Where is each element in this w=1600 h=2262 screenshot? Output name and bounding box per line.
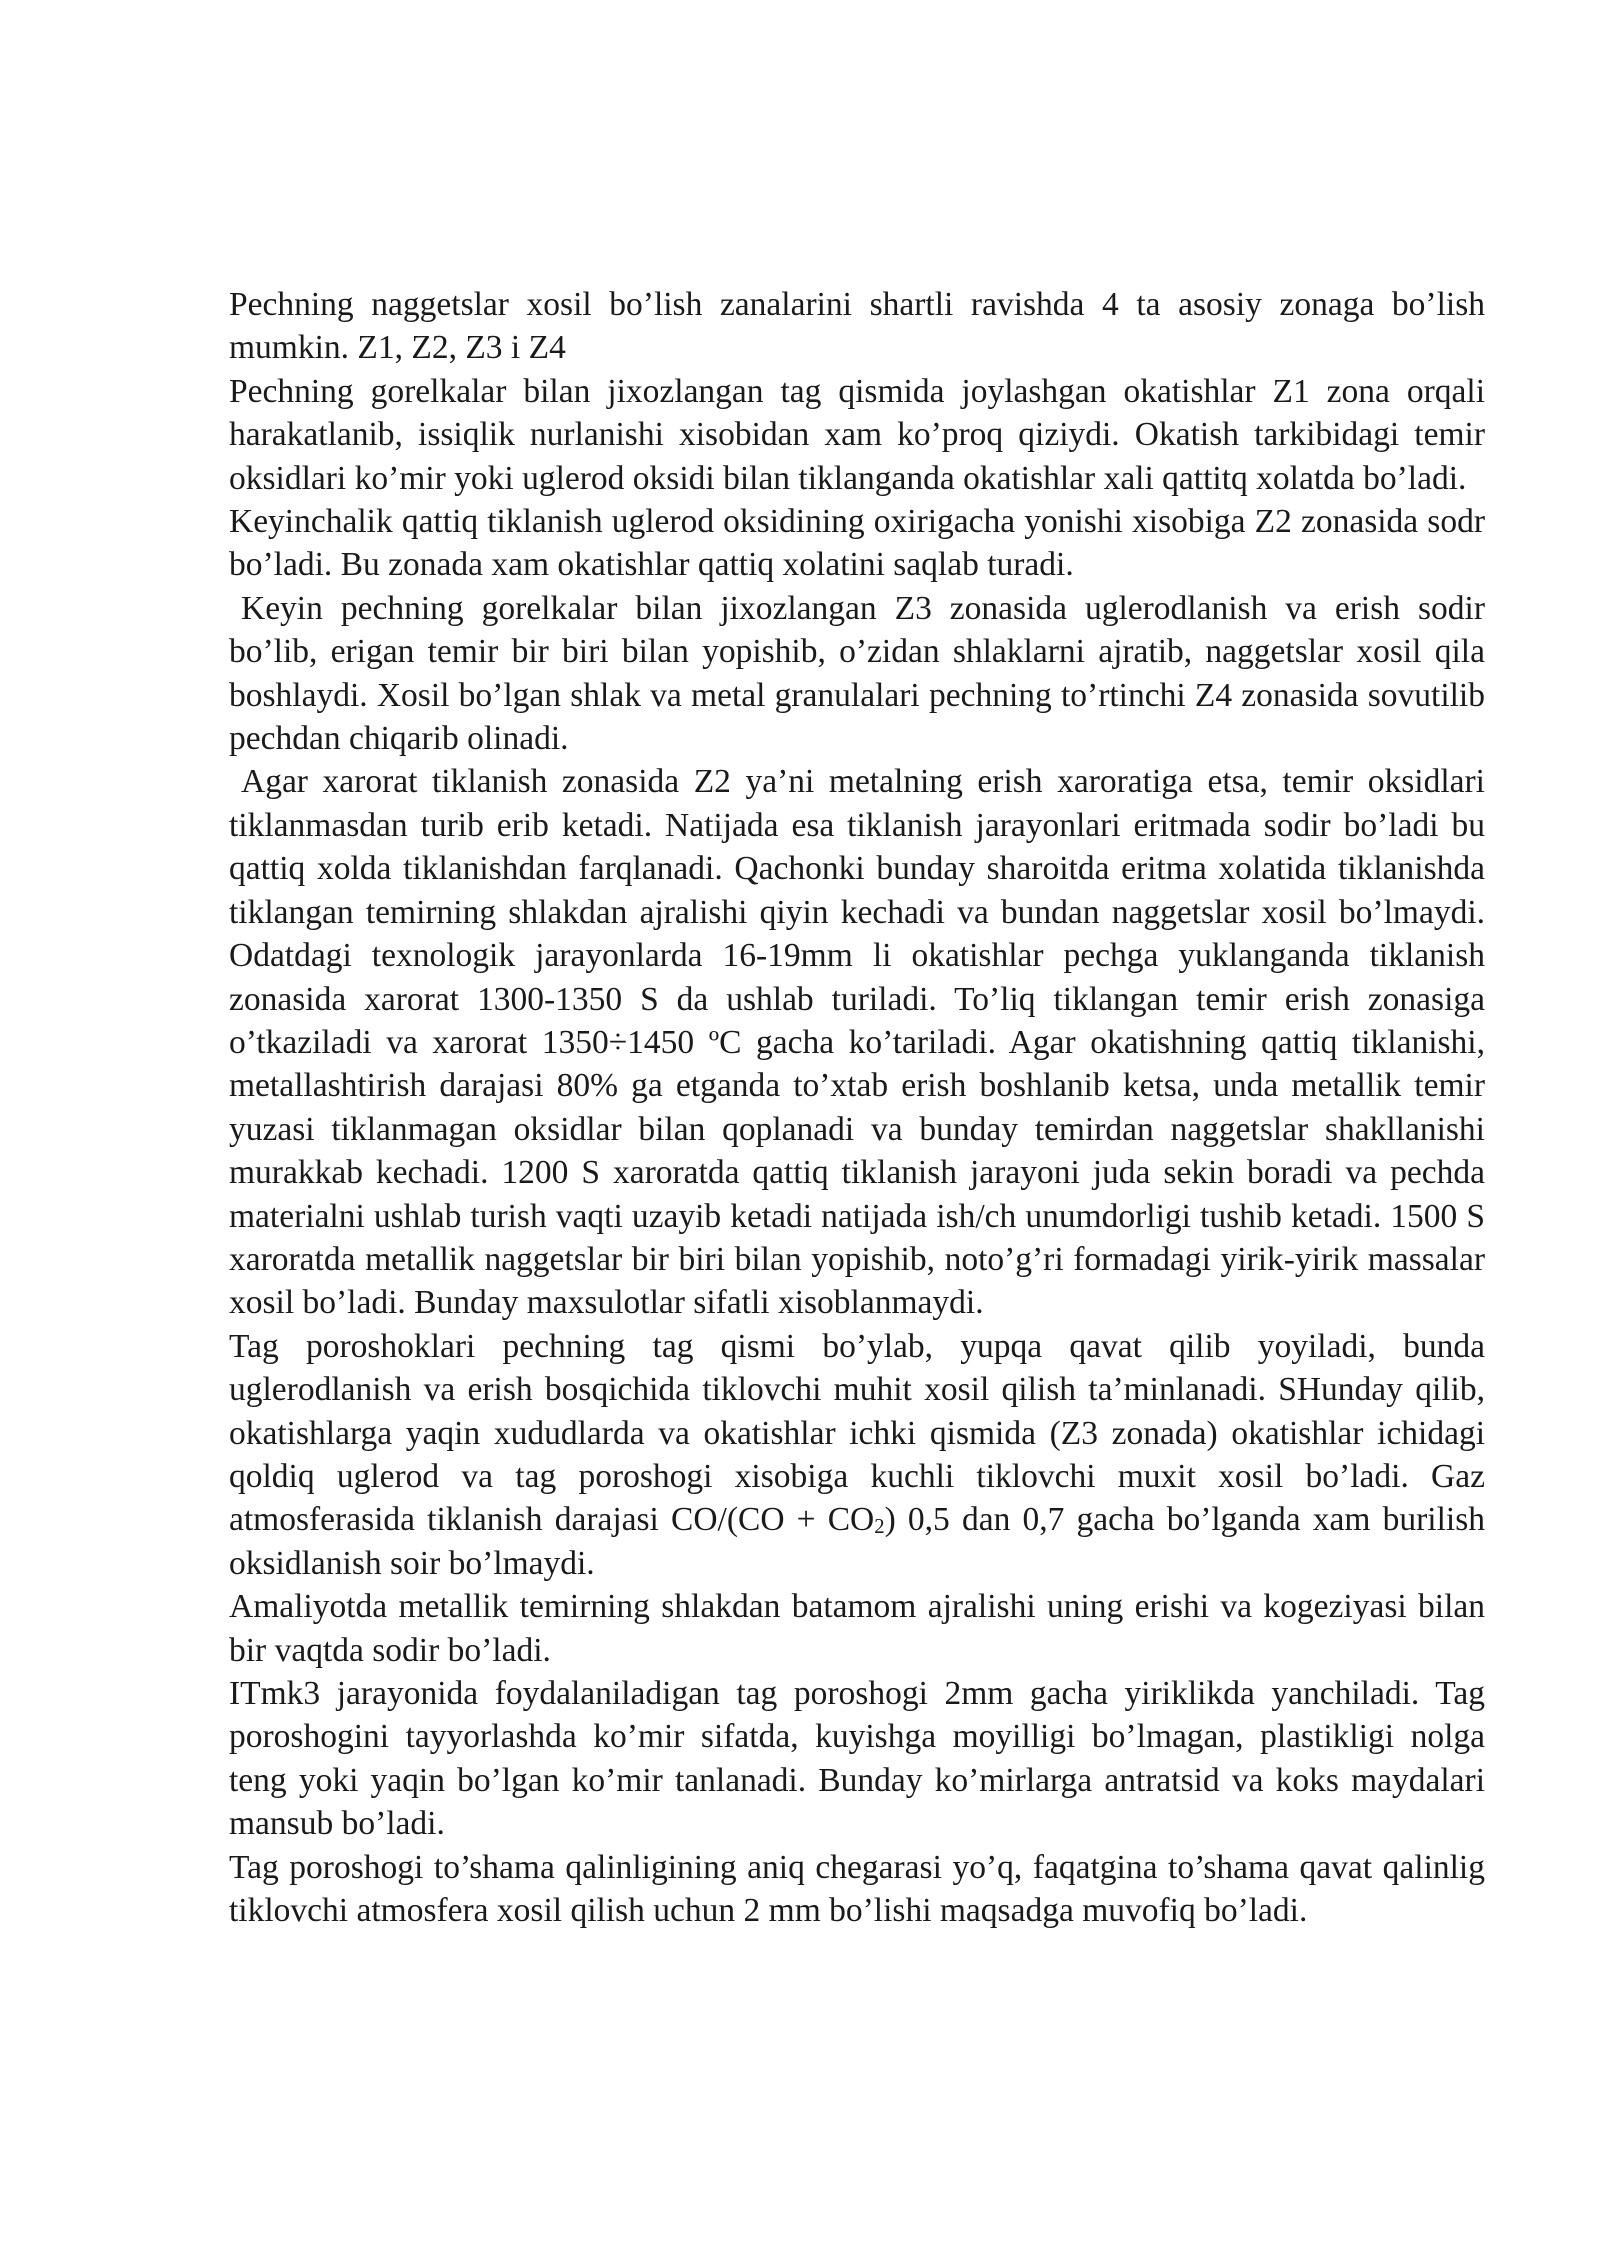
paragraph-zone-z1: Pechning gorelkalar bilan jixozlangan tag qismida joylashgan okatishlar Z1 zona orqali harakatlanib, issiqlik nurlanishi xisobidan xam ko’proq qiziydi. Okatish tarkibidagi temir oksidlari ko’mir yoki uglerod oksidi bilan tiklanganda okatishlar xali qattitq xolatda bo’ladi. <box>229 372 1485 497</box>
paragraph-temperature: Agar xarorat tiklanish zonasida Z2 ya’ni metalning erish xaroratiga etsa, temir oksidlari tiklanmasdan turib erib ketadi. Natijada esa tiklanish jarayonlari eritmada sodir bo’ladi bu qattiq xolda tiklanishdan farqlanadi. Qachonki bunday sharoitda eritma xolatida tiklanishda tiklangan temirning shlakdan ajralishi qiyin kechadi va bundan naggetslar xosil bo’lmaydi. Odatdagi texnologik jarayonlarda 16-19mm li okatishlar pechga yuklanganda tiklanish zonasida xarorat 1300-1350 S da ushlab turiladi. To’liq tiklangan temir erish zonasiga o’tkaziladi va xarorat 1350÷1450 ºC gacha ko’tariladi. Agar okatishning qattiq tiklanishi, metallashtirish darajasi 80% ga etganda to’xtab erish boshlanib ketsa, unda metallik temir yuzasi tiklanmagan oksidlar bilan qoplanadi va bunday temirdan naggetslar shakllanishi murakkab kechadi. 1200 S xaroratda qattiq tiklanish jarayoni juda sekin boradi va pechda materialni ushlab turish vaqti uzayib ketadi natijada ish/ch unumdorligi tushib ketadi. 1500 S xaroratda metallik naggetslar bir biri bilan yopishib, noto’g’ri formadagi yirik-yirik massalar xosil bo’ladi. Bunday maxsulotlar sifatli xisoblanmaydi. <box>229 763 1485 1322</box>
document-page <box>229 283 1485 1932</box>
paragraph-zone-z3-z4: Keyin pechning gorelkalar bilan jixozlangan Z3 zonasida uglerodlanish va erish sodir bo’lib, erigan temir bir biri bilan yopishib, o’zidan shlaklarni ajratib, naggetslar xosil qila boshlaydi. Xosil bo’lgan shlak va metal granulalari pechning to’rtinchi Z4 zonasida sovutilib pechdan chiqarib olinadi. <box>229 589 1485 758</box>
paragraph-zones-intro: Pechning naggetslar xosil bo’lish zanalarini shartli ravishda 4 ta asosiy zonaga bo’lish mumkin. Z1, Z2, Z3 i Z4 <box>229 286 1485 367</box>
paragraph-hearth-powder <box>229 1325 1485 1585</box>
paragraph-hearth-powder-tail: ) 0,5 dan 0,7 gacha bo’lganda xam burilish oksidlanish soir bo’lmaydi. <box>229 1501 1485 1582</box>
paragraph-separation: Amaliyotda metallik temirning shlakdan batamom ajralishi uning erishi va kogeziyasi bilan bir vaqtda sodir bo’ladi. <box>229 1588 1485 1669</box>
paragraph-layer-thickness: Tag poroshogi to’shama qalinligining aniq chegarasi yo’q, faqatgina to’shama qavat qalinlig tiklovchi atmosfera xosil qilish uchun 2 mm bo’lishi maqsadga muvofiq bo’ladi. <box>229 1848 1485 1930</box>
co2-subscript: 2 <box>874 1515 885 1539</box>
paragraph-hearth-powder-main: Tag poroshoklari pechning tag qismi bo’ylab, yupqa qavat qilib yoyiladi, bunda uglerodlanish va erish bosqichida tiklovchi muhit xosil qilish ta’minlanadi. SHunday qilib, okatishlarga yaqin xududlarda va okatishlar ichki qismida (Z3 zonada) okatishlar ichidagi qoldiq uglerod va tag poroshogi xisobiga kuchli tiklovchi muxit xosil bo’ladi. Gaz atmosferasida tiklanish darajasi CO/(CO + CO <box>229 1327 1485 1539</box>
paragraph-itmk3: ITmk3 jarayonida foydalaniladigan tag poroshogi 2mm gacha yiriklikda yanchiladi. Tag poroshogini tayyorlashda ko’mir sifatda, kuyishga moyilligi bo’lmagan, plastikligi nolga teng yoki yaqin bo’lgan ko’mir tanlanadi. Bunday ko’mirlarga antratsid va koks maydalari mansub bo’ladi. <box>229 1675 1485 1843</box>
paragraph-zone-z2: Keyinchalik qattiq tiklanish uglerod oksidining oxirigacha yonishi xisobiga Z2 zonasida sodr bo’ladi. Bu zonada xam okatishlar qattiq xolatini saqlab turadi. <box>229 503 1485 584</box>
